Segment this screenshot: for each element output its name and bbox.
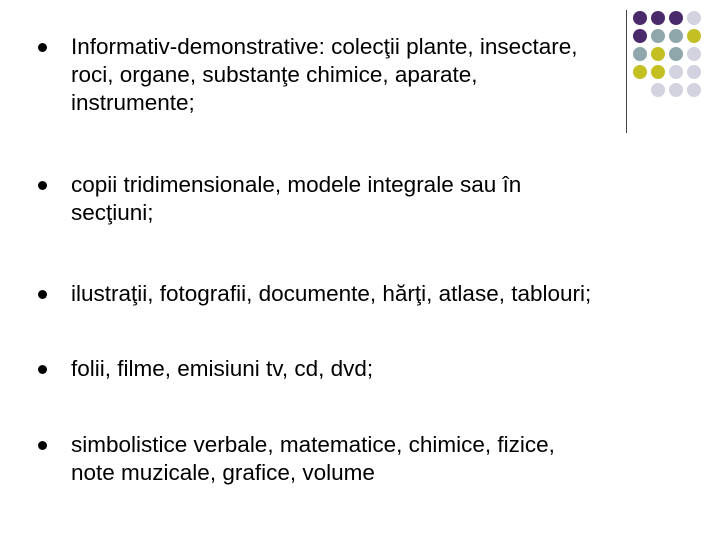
bullet-dot-icon <box>38 365 47 374</box>
decorative-dot-icon <box>651 65 665 79</box>
bullet-item-media <box>71 355 651 383</box>
decorative-dot-icon <box>687 11 701 25</box>
bullet-text: ilustraţii, fotografii, documente, hărţi, atlase, tablouri; <box>71 281 592 306</box>
bullet-item-illustrations <box>71 280 651 308</box>
bullet-item-informative <box>71 33 651 117</box>
decorative-dot-icon <box>633 11 647 25</box>
decorative-dot-icon <box>651 83 665 97</box>
bullet-text: Informativ-demonstrative: colecţii plante, insectare, roci, organe, substanţe chimice, aparate, instrumente; <box>71 34 578 115</box>
bullet-item-3d-copies <box>71 171 651 227</box>
decorative-dot-icon <box>687 29 701 43</box>
decorative-dot-icon <box>669 47 683 61</box>
bullet-text: simbolistice verbale, matematice, chimice, fizice, note muzicale, grafice, volume <box>71 432 555 485</box>
bullet-dot-icon <box>38 441 47 450</box>
decorative-dot-icon <box>651 29 665 43</box>
decorative-dot-icon <box>651 47 665 61</box>
decorative-dot-icon <box>669 11 683 25</box>
decorative-dot-icon <box>687 83 701 97</box>
bullet-text: copii tridimensionale, modele integrale sau în secţiuni; <box>71 172 522 225</box>
decorative-dot-icon <box>669 65 683 79</box>
bullet-dot-icon <box>38 43 47 52</box>
bullet-text: folii, filme, emisiuni tv, cd, dvd; <box>71 356 374 381</box>
decorative-dot-icon <box>687 47 701 61</box>
decorative-dot-icon <box>651 11 665 25</box>
bullet-dot-icon <box>38 181 47 190</box>
decorative-dot-icon <box>669 83 683 97</box>
decorative-dot-icon <box>687 65 701 79</box>
bullet-dot-icon <box>38 290 47 299</box>
bullet-item-symbolic <box>71 431 651 487</box>
decorative-dot-icon <box>669 29 683 43</box>
